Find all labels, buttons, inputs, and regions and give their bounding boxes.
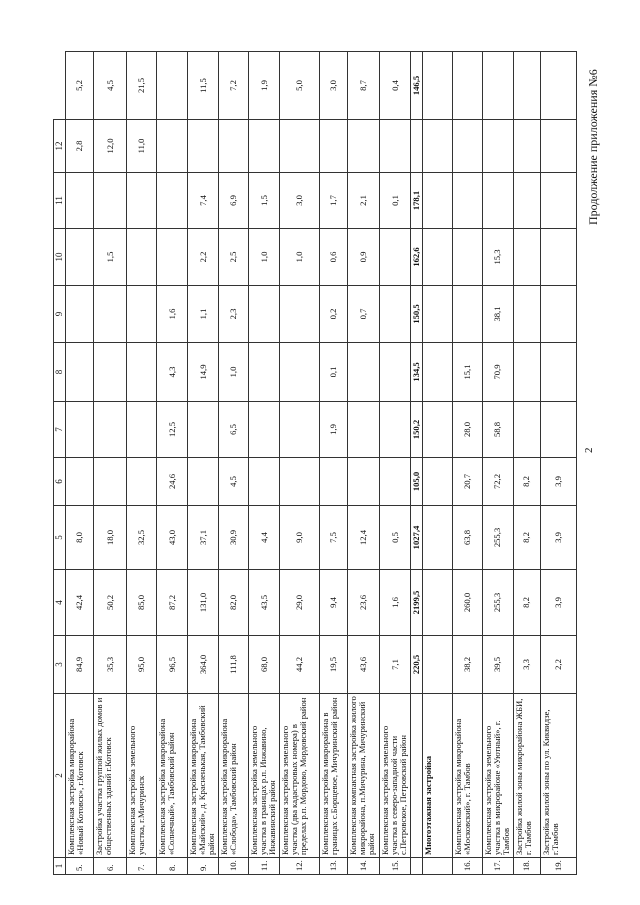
value-cell: 0,9 <box>348 229 380 286</box>
table-header-row <box>54 52 66 875</box>
table-row <box>483 52 513 875</box>
value-cell: 87,2 <box>157 570 188 636</box>
value-cell <box>127 229 157 286</box>
value-cell: 162,6 <box>411 229 423 286</box>
value-cell <box>423 506 453 570</box>
row-number <box>411 858 423 875</box>
table-row <box>348 52 380 875</box>
value-cell <box>94 458 127 506</box>
value-cell <box>94 343 127 402</box>
value-cell: 6,9 <box>219 173 249 229</box>
value-cell <box>320 120 348 173</box>
value-cell: 3,9 <box>540 506 577 570</box>
value-cell: 3,9 <box>540 458 577 506</box>
value-cell: 150,2 <box>411 402 423 458</box>
value-cell <box>540 402 577 458</box>
value-cell <box>249 402 280 458</box>
value-cell: 14,9 <box>188 343 219 402</box>
value-cell <box>188 120 219 173</box>
value-cell: 50,2 <box>94 570 127 636</box>
value-cell: 4,4 <box>249 506 280 570</box>
row-number: 19. <box>540 858 577 875</box>
row-name: Многоэтажная застройка <box>423 694 453 858</box>
value-cell <box>540 120 577 173</box>
header-cell: 7 <box>54 402 66 458</box>
value-cell: 70,9 <box>483 343 513 402</box>
value-cell <box>66 343 94 402</box>
value-cell: 84,9 <box>66 636 94 694</box>
value-cell: 1027,4 <box>411 506 423 570</box>
value-cell: 178,1 <box>411 173 423 229</box>
value-cell: 105,0 <box>411 458 423 506</box>
value-cell <box>94 402 127 458</box>
value-cell: 15,3 <box>483 229 513 286</box>
value-cell: 11,0 <box>127 120 157 173</box>
value-cell: 131,0 <box>188 570 219 636</box>
value-cell: 2,1 <box>348 173 380 229</box>
value-cell <box>348 343 380 402</box>
table-row <box>94 52 127 875</box>
value-cell <box>423 52 453 120</box>
row-name: Застройка жилой зоны микрорайона ЖБИ, г. Тамбов <box>513 694 540 858</box>
value-cell <box>249 120 280 173</box>
value-cell <box>66 229 94 286</box>
value-cell: 12,4 <box>348 506 380 570</box>
value-cell: 3,3 <box>513 636 540 694</box>
table-row <box>320 52 348 875</box>
value-cell: 85,0 <box>127 570 157 636</box>
row-name <box>411 694 423 858</box>
row-name: Комплексная застройка земельного участка в микрорайоне «Уютный», г. Тамбов <box>483 694 513 858</box>
value-cell: 0,2 <box>320 286 348 343</box>
value-cell <box>348 458 380 506</box>
value-cell <box>423 570 453 636</box>
row-name: Застройка жилой зоны по ул. Киквидзе, г.Тамбов <box>540 694 577 858</box>
row-number: 17. <box>483 858 513 875</box>
value-cell: 2,2 <box>540 636 577 694</box>
page-number: 2 <box>583 447 595 453</box>
value-cell: 15,1 <box>453 343 483 402</box>
value-cell <box>66 173 94 229</box>
value-cell: 8,2 <box>513 570 540 636</box>
value-cell <box>540 229 577 286</box>
value-cell: 4,3 <box>157 343 188 402</box>
value-cell: 24,6 <box>157 458 188 506</box>
row-name: Комплексная застройка микрорайона «Солнечный», Тамбовский район <box>157 694 188 858</box>
table-row <box>157 52 188 875</box>
table-row <box>219 52 249 875</box>
row-name: Комплексная застройка микрорайона «Новый Котовск», г.Котовск <box>66 694 94 858</box>
value-cell: 1,9 <box>320 402 348 458</box>
value-cell <box>411 120 423 173</box>
value-cell <box>453 120 483 173</box>
value-cell: 2,5 <box>219 229 249 286</box>
value-cell: 134,5 <box>411 343 423 402</box>
value-cell <box>423 286 453 343</box>
value-cell <box>513 229 540 286</box>
value-cell <box>540 173 577 229</box>
value-cell <box>453 286 483 343</box>
value-cell <box>157 173 188 229</box>
value-cell <box>453 229 483 286</box>
value-cell <box>94 173 127 229</box>
value-cell: 58,8 <box>483 402 513 458</box>
value-cell: 82,0 <box>219 570 249 636</box>
value-cell <box>483 173 513 229</box>
header-cell: 10 <box>54 229 66 286</box>
value-cell <box>513 173 540 229</box>
value-cell: 3,0 <box>320 52 348 120</box>
value-cell <box>249 286 280 343</box>
value-cell: 35,3 <box>94 636 127 694</box>
value-cell <box>513 52 540 120</box>
value-cell: 9,0 <box>280 506 320 570</box>
value-cell: 7,4 <box>188 173 219 229</box>
table-row <box>249 52 280 875</box>
value-cell: 146,5 <box>411 52 423 120</box>
value-cell <box>188 458 219 506</box>
table-row <box>66 52 94 875</box>
row-name: Комплексная застройка земельного участка в северо-западной части с.Петровское, Петровский район <box>380 694 411 858</box>
table-row <box>280 52 320 875</box>
value-cell <box>540 286 577 343</box>
table-row <box>380 52 411 875</box>
value-cell: 37,1 <box>188 506 219 570</box>
row-number: 14. <box>348 858 380 875</box>
value-cell: 30,9 <box>219 506 249 570</box>
value-cell <box>66 286 94 343</box>
value-cell: 20,7 <box>453 458 483 506</box>
value-cell: 63,8 <box>453 506 483 570</box>
value-cell <box>423 636 453 694</box>
value-cell <box>280 343 320 402</box>
value-cell: 111,8 <box>219 636 249 694</box>
row-number: 9. <box>188 858 219 875</box>
table-row <box>453 52 483 875</box>
value-cell: 21,5 <box>127 52 157 120</box>
value-cell: 3,0 <box>280 173 320 229</box>
value-cell <box>127 173 157 229</box>
value-cell <box>540 343 577 402</box>
value-cell: 32,5 <box>127 506 157 570</box>
value-cell: 72,2 <box>483 458 513 506</box>
value-cell: 5,2 <box>66 52 94 120</box>
value-cell <box>513 402 540 458</box>
row-name: Комплексная застройка земельного участка в границах р.п. Инжавино, Инжавинский район <box>249 694 280 858</box>
value-cell: 8,2 <box>513 458 540 506</box>
data-table <box>53 51 577 875</box>
row-number: 6. <box>94 858 127 875</box>
value-cell <box>280 120 320 173</box>
value-cell <box>380 286 411 343</box>
value-cell: 28,0 <box>453 402 483 458</box>
value-cell <box>127 402 157 458</box>
header-cell: 9 <box>54 286 66 343</box>
value-cell <box>348 402 380 458</box>
value-cell <box>453 52 483 120</box>
row-number: 7. <box>127 858 157 875</box>
value-cell <box>423 458 453 506</box>
value-cell <box>380 120 411 173</box>
value-cell: 8,2 <box>513 506 540 570</box>
header-cell: 4 <box>54 570 66 636</box>
section-row <box>423 52 453 875</box>
value-cell: 0,4 <box>380 52 411 120</box>
header-cell: 2 <box>54 694 66 858</box>
value-cell: 12,5 <box>157 402 188 458</box>
row-number: 16. <box>453 858 483 875</box>
value-cell: 8,0 <box>66 506 94 570</box>
value-cell: 1,6 <box>157 286 188 343</box>
value-cell: 95,0 <box>127 636 157 694</box>
value-cell: 38,2 <box>453 636 483 694</box>
value-cell: 9,4 <box>320 570 348 636</box>
value-cell <box>483 52 513 120</box>
value-cell: 23,6 <box>348 570 380 636</box>
row-name: Комплексная застройка микрорайона «Майский», д. Красненькая, Тамбовский район <box>188 694 219 858</box>
value-cell <box>66 402 94 458</box>
value-cell: 43,6 <box>348 636 380 694</box>
value-cell: 29,0 <box>280 570 320 636</box>
value-cell: 4,5 <box>94 52 127 120</box>
value-cell: 150,5 <box>411 286 423 343</box>
row-number: 12. <box>280 858 320 875</box>
value-cell: 220,5 <box>411 636 423 694</box>
value-cell <box>280 458 320 506</box>
value-cell: 2,3 <box>219 286 249 343</box>
row-number: 10. <box>219 858 249 875</box>
row-name: Комплексная компактная застройка жилого микрорайона, п.Мичурина, Мичуринский район <box>348 694 380 858</box>
value-cell: 0,5 <box>380 506 411 570</box>
header-cell: 11 <box>54 173 66 229</box>
value-cell <box>157 120 188 173</box>
table-row <box>540 52 577 875</box>
value-cell: 8,7 <box>348 52 380 120</box>
value-cell <box>423 402 453 458</box>
value-cell <box>348 120 380 173</box>
table-row <box>188 52 219 875</box>
value-cell: 43,5 <box>249 570 280 636</box>
value-cell <box>320 458 348 506</box>
value-cell <box>219 120 249 173</box>
value-cell: 7,2 <box>219 52 249 120</box>
row-number: 15. <box>380 858 411 875</box>
value-cell <box>249 458 280 506</box>
value-cell <box>380 458 411 506</box>
value-cell <box>157 52 188 120</box>
value-cell: 0,1 <box>380 173 411 229</box>
header-cell: 12 <box>54 120 66 173</box>
value-cell <box>94 286 127 343</box>
value-cell: 2199,5 <box>411 570 423 636</box>
row-number <box>423 858 453 875</box>
value-cell: 1,7 <box>320 173 348 229</box>
value-cell <box>513 120 540 173</box>
value-cell: 43,0 <box>157 506 188 570</box>
value-cell: 19,5 <box>320 636 348 694</box>
value-cell <box>127 458 157 506</box>
value-cell: 1,0 <box>280 229 320 286</box>
row-name: Комплексная застройка микрорайона «Слобода», Тамбовский район <box>219 694 249 858</box>
table-row <box>513 52 540 875</box>
value-cell: 5,0 <box>280 52 320 120</box>
appendix-title: Продолжение приложения №6 <box>586 69 600 225</box>
value-cell: 42,4 <box>66 570 94 636</box>
value-cell <box>380 229 411 286</box>
value-cell: 1,0 <box>219 343 249 402</box>
value-cell <box>423 120 453 173</box>
value-cell: 364,0 <box>188 636 219 694</box>
value-cell: 255,3 <box>483 570 513 636</box>
value-cell: 255,3 <box>483 506 513 570</box>
value-cell: 3,9 <box>540 570 577 636</box>
header-cell: 5 <box>54 506 66 570</box>
value-cell: 11,5 <box>188 52 219 120</box>
header-cell: 3 <box>54 636 66 694</box>
header-cell: 1 <box>54 858 66 875</box>
total-row <box>411 52 423 875</box>
row-number: 11. <box>249 858 280 875</box>
row-number: 5. <box>66 858 94 875</box>
value-cell <box>280 286 320 343</box>
value-cell <box>66 458 94 506</box>
value-cell: 18,0 <box>94 506 127 570</box>
value-cell <box>188 402 219 458</box>
value-cell: 96,5 <box>157 636 188 694</box>
value-cell: 2,2 <box>188 229 219 286</box>
row-name: Комплексная застройка земельного участка, г.Мичуринск <box>127 694 157 858</box>
value-cell: 1,6 <box>380 570 411 636</box>
value-cell: 0,1 <box>320 343 348 402</box>
value-cell: 1,1 <box>188 286 219 343</box>
value-cell: 0,6 <box>320 229 348 286</box>
value-cell <box>127 286 157 343</box>
value-cell <box>423 173 453 229</box>
value-cell <box>483 120 513 173</box>
value-cell: 1,5 <box>94 229 127 286</box>
row-name: Застройка участка группой жилых домов и общественных зданий г.Котовск <box>94 694 127 858</box>
row-number: 8. <box>157 858 188 875</box>
value-cell <box>423 229 453 286</box>
value-cell <box>513 343 540 402</box>
row-name: Комплексная застройка земельного участка (два кадастровых номера) в пределах р.п. Мордово, Мордовский район <box>280 694 320 858</box>
value-cell: 260,0 <box>453 570 483 636</box>
value-cell: 39,5 <box>483 636 513 694</box>
value-cell <box>380 343 411 402</box>
value-cell: 38,1 <box>483 286 513 343</box>
row-number: 13. <box>320 858 348 875</box>
value-cell <box>280 402 320 458</box>
value-cell: 1,5 <box>249 173 280 229</box>
value-cell <box>380 402 411 458</box>
value-cell <box>453 173 483 229</box>
value-cell: 7,5 <box>320 506 348 570</box>
value-cell <box>127 343 157 402</box>
value-cell: 12,0 <box>94 120 127 173</box>
header-cell: 8 <box>54 343 66 402</box>
value-cell <box>540 52 577 120</box>
value-cell <box>423 343 453 402</box>
table-row <box>127 52 157 875</box>
value-cell <box>249 343 280 402</box>
row-name: Комплексная застройка микрорайона «Московский», г. Тамбов <box>453 694 483 858</box>
value-cell: 7,1 <box>380 636 411 694</box>
value-cell: 4,5 <box>219 458 249 506</box>
value-cell: 1,9 <box>249 52 280 120</box>
value-cell: 0,7 <box>348 286 380 343</box>
value-cell: 6,5 <box>219 402 249 458</box>
value-cell: 2,8 <box>66 120 94 173</box>
value-cell <box>513 286 540 343</box>
value-cell: 68,0 <box>249 636 280 694</box>
header-cell: 6 <box>54 458 66 506</box>
value-cell: 1,0 <box>249 229 280 286</box>
value-cell <box>157 229 188 286</box>
value-cell: 44,2 <box>280 636 320 694</box>
row-number: 18. <box>513 858 540 875</box>
row-name: Комплексная застройка микрорайона в границах с.Борщевое, Мичуринский район <box>320 694 348 858</box>
